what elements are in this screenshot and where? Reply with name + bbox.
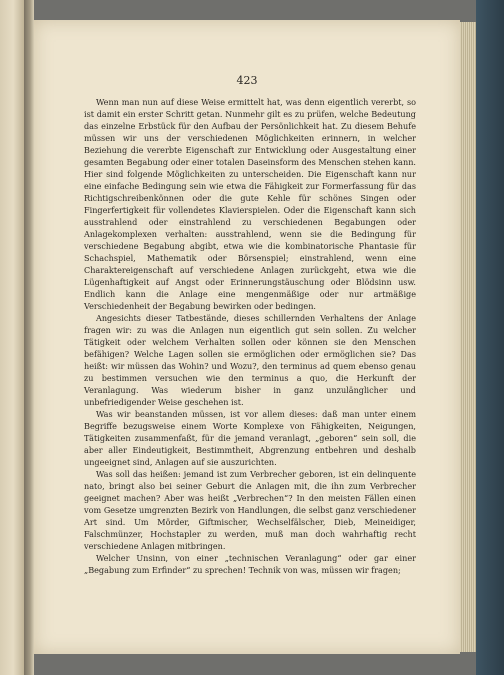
paragraph: Was soll das heißen: jemand ist zum Verbrecher geboren, ist ein delinquente nato, bringt also bei seiner Geburt die Anlagen mit, die ihn zum Verbrecher geeignet machen? Aber was heißt „Verbrechen“? In den meisten Fällen einen vom Gesetze umgrenzten Bezirk von Handlungen, die selbst ganz verschiedener Art sind. Um Mörder, Giftmischer, Wechselfälscher, Dieb, Meineidiger, Falschmünzer, Hochstapler zu werden, muß man doch wahrhaftig recht verschiedene Anlagen mitbringen. xyxy=(84,469,416,551)
paragraph: Wenn man nun auf diese Weise ermittelt hat, was denn eigentlich vererbt, so ist damit ein erster Schritt getan. Nunmehr gilt es zu prüfen, welche Bedeutung das einzelne Erbstück für den Aufbau der Persönlichkeit hat. Zu diesem Behufe müssen wir uns der verschiedenen Möglichkeiten erinnern, in welcher Beziehung die vererbte Eigenschaft zur Entwicklung oder Ausgestaltung einer gesamten Begabung oder einer totalen Daseinsform des Menschen stehen kann. Hier sind folgende Möglichkeiten zu unterscheiden. Die Eigenschaft kann nur eine einfache Bedingung sein wie etwa die Fähigkeit zur Formerfassung für das Richtigschreibenkönnen oder die gute Kehle für schönes Singen oder Fingerfertigkeit für vollendetes Klavierspielen. Oder die Eigenschaft kann sich ausstrahlend oder einstrahlend zu verschiedenen Begabungen oder Anlagekomplexen verhalten: ausstrahlend, wenn sie die Bedingung für verschiedene Begabung abgibt, etwa wie die kombinatorische Phantasie für Schachspiel, Mathematik oder Börsenspiel; einstrahlend, wenn eine Charaktereigenschaft auf verschiedene Anlagen zurückgeht, etwa wie die Lügenhaftigkeit auf Angst oder Erinnerungstäuschung oder Blödsinn usw. Endlich kann die Anlage eine mengenmäßige oder nur artmäßige Verschiedenheit der Begabung bewirken oder bedingen. xyxy=(84,97,416,311)
page-number: 423 xyxy=(236,74,258,87)
left-page-edge xyxy=(0,0,24,675)
book-cover xyxy=(476,0,504,675)
paragraph: Was wir beanstanden müssen, ist vor allem dieses: daß man unter einem Begriffe bezugsweise einem Worte Komplexe von Fähigkeiten, Neigungen, Tätigkeiten zusammenfaßt, für die jemand veranlagt, „geboren“ sein soll, die aber aller Eindeutigkeit, Bestimmtheit, Abgrenzung entbehren und deshalb ungeeignet sind, Anlagen auf sie auszurichten. xyxy=(84,409,416,467)
page-text xyxy=(84,96,416,576)
book-page xyxy=(34,20,460,654)
book-gutter xyxy=(24,0,34,675)
page-edges-stack xyxy=(460,22,476,652)
paragraph: Angesichts dieser Tatbestände, dieses schillernden Verhaltens der Anlage fragen wir: zu was die Anlagen nun eigentlich gut sein sollen. Zu welcher Tätigkeit oder welchem Verhalten sollen oder können sie den Menschen befähigen? Welche Lagen sollen sie ermöglichen oder ermöglichen sie? Das heißt: wir müssen das Wohin? und Wozu?, den terminus ad quem ebenso genau zu bestimmen versuchen wie den terminus a quo, die Herkunft der Veranlagung. Was wiederum bisher in ganz unzulänglicher und unbefriedigender Weise geschehen ist. xyxy=(84,313,416,407)
paragraph: Welcher Unsinn, von einer „technischen Veranlagung“ oder gar einer „Begabung zum Erfinder“ zu sprechen! Technik von was, müssen wir fragen; xyxy=(84,553,416,575)
